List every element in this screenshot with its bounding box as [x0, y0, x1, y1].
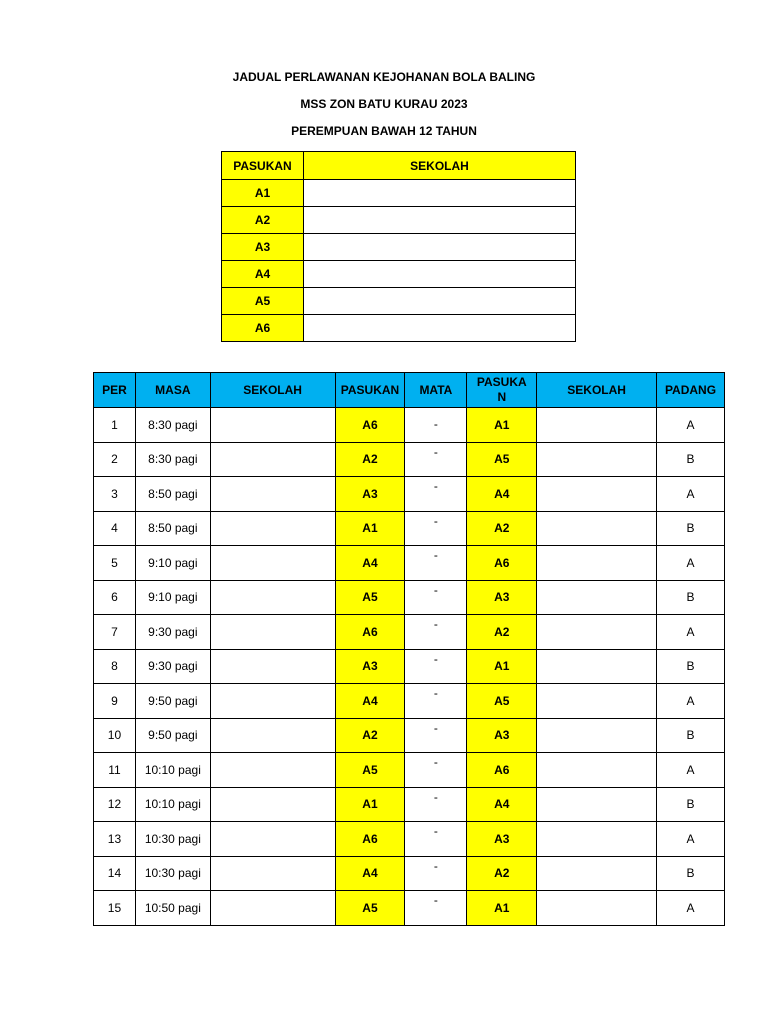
team-row	[222, 315, 576, 342]
match-school-2[interactable]	[537, 408, 657, 443]
match-header-sekolah-2: SEKOLAH	[537, 373, 657, 408]
match-team-2: A1	[467, 408, 537, 443]
match-team-2: A4	[467, 787, 537, 822]
match-score-cell[interactable]	[405, 442, 467, 477]
match-score: -	[433, 789, 438, 804]
match-score: -	[433, 651, 438, 666]
match-team-2: A5	[467, 684, 537, 719]
match-team-1: A4	[335, 684, 405, 719]
team-code: A6	[222, 315, 304, 342]
match-team-1: A1	[335, 787, 405, 822]
match-row	[94, 753, 725, 788]
match-padang: A	[657, 408, 725, 443]
match-row	[94, 891, 725, 926]
match-padang: A	[657, 753, 725, 788]
match-school-1[interactable]	[210, 442, 335, 477]
team-header-sekolah: SEKOLAH	[304, 152, 576, 180]
match-team-1: A2	[335, 442, 405, 477]
match-team-1: A4	[335, 546, 405, 581]
team-code: A3	[222, 234, 304, 261]
match-padang: B	[657, 856, 725, 891]
match-score-cell[interactable]	[405, 408, 467, 443]
match-team-2: A3	[467, 718, 537, 753]
match-per: 3	[94, 477, 136, 512]
match-school-2[interactable]	[537, 580, 657, 615]
match-school-1[interactable]	[210, 753, 335, 788]
team-code: A4	[222, 261, 304, 288]
match-score: -	[433, 444, 438, 459]
match-masa: 8:50 pagi	[135, 477, 210, 512]
match-header-pasukan-1: PASUKAN	[335, 373, 405, 408]
match-padang: B	[657, 511, 725, 546]
match-score-cell[interactable]	[405, 615, 467, 650]
match-header-pasukan-2	[467, 373, 537, 408]
match-school-1[interactable]	[210, 822, 335, 857]
match-row	[94, 615, 725, 650]
match-team-2: A2	[467, 511, 537, 546]
match-team-2: A6	[467, 753, 537, 788]
match-team-2: A6	[467, 546, 537, 581]
team-school[interactable]	[304, 207, 576, 234]
match-score-cell[interactable]	[405, 822, 467, 857]
match-score: -	[433, 824, 438, 838]
match-row	[94, 649, 725, 684]
match-school-1[interactable]	[210, 546, 335, 581]
match-school-1[interactable]	[210, 615, 335, 650]
document-category: PEREMPUAN BAWAH 12 TAHUN	[291, 124, 477, 138]
match-school-2[interactable]	[537, 787, 657, 822]
team-header-pasukan: PASUKAN	[222, 152, 304, 180]
match-score-cell[interactable]	[405, 511, 467, 546]
match-masa: 8:50 pagi	[135, 511, 210, 546]
match-per: 14	[94, 856, 136, 891]
team-code: A1	[222, 180, 304, 207]
team-school[interactable]	[304, 288, 576, 315]
match-school-1[interactable]	[210, 477, 335, 512]
match-padang: A	[657, 615, 725, 650]
match-school-2[interactable]	[537, 822, 657, 857]
team-table	[221, 151, 576, 342]
match-school-1[interactable]	[210, 856, 335, 891]
match-per: 1	[94, 408, 136, 443]
match-team-1: A5	[335, 580, 405, 615]
match-team-2: A3	[467, 822, 537, 857]
match-team-2: A2	[467, 856, 537, 891]
document-title: JADUAL PERLAWANAN KEJOHANAN BOLA BALING	[232, 70, 536, 84]
match-row	[94, 546, 725, 581]
match-row	[94, 408, 725, 443]
match-score-cell[interactable]	[405, 649, 467, 684]
match-school-2[interactable]	[537, 511, 657, 546]
match-masa: 10:30 pagi	[135, 822, 210, 857]
match-padang: A	[657, 684, 725, 719]
match-school-1[interactable]	[210, 684, 335, 719]
team-row	[222, 261, 576, 288]
match-school-2[interactable]	[537, 649, 657, 684]
match-team-1: A2	[335, 718, 405, 753]
match-padang: A	[657, 891, 725, 926]
match-masa: 9:10 pagi	[135, 546, 210, 581]
match-padang: B	[657, 580, 725, 615]
match-masa: 9:10 pagi	[135, 580, 210, 615]
match-score: -	[433, 858, 438, 873]
match-score-cell[interactable]	[405, 891, 467, 926]
match-score: -	[433, 893, 438, 907]
match-score: -	[433, 755, 438, 769]
match-score-cell[interactable]	[405, 477, 467, 512]
match-team-2: A2	[467, 615, 537, 650]
match-header-padang: PADANG	[657, 373, 725, 408]
match-per: 8	[94, 649, 136, 684]
team-row	[222, 207, 576, 234]
match-masa: 10:50 pagi	[135, 891, 210, 926]
team-school[interactable]	[304, 180, 576, 207]
match-school-2[interactable]	[537, 856, 657, 891]
match-school-2[interactable]	[537, 477, 657, 512]
match-row	[94, 787, 725, 822]
match-score: -	[433, 417, 438, 431]
match-row	[94, 822, 725, 857]
match-score-cell[interactable]	[405, 787, 467, 822]
match-school-1[interactable]	[210, 408, 335, 443]
match-school-2[interactable]	[537, 546, 657, 581]
match-score-cell[interactable]	[405, 856, 467, 891]
match-row	[94, 684, 725, 719]
match-team-2: A5	[467, 442, 537, 477]
match-padang: B	[657, 649, 725, 684]
match-masa: 10:10 pagi	[135, 787, 210, 822]
match-per: 12	[94, 787, 136, 822]
match-padang: A	[657, 822, 725, 857]
match-score: -	[433, 720, 438, 735]
match-header-masa: MASA	[135, 373, 210, 408]
match-school-1[interactable]	[210, 511, 335, 546]
match-team-1: A6	[335, 615, 405, 650]
match-row	[94, 442, 725, 477]
match-header-pasukan-2-line1: PASUKA	[476, 375, 527, 389]
match-score: -	[433, 686, 438, 700]
match-masa: 9:50 pagi	[135, 684, 210, 719]
team-code: A2	[222, 207, 304, 234]
match-row	[94, 511, 725, 546]
match-team-1: A4	[335, 856, 405, 891]
match-row	[94, 718, 725, 753]
match-team-1: A6	[335, 822, 405, 857]
match-score-cell[interactable]	[405, 718, 467, 753]
match-school-2[interactable]	[537, 718, 657, 753]
document-subtitle: MSS ZON BATU KURAU 2023	[300, 97, 468, 111]
team-row	[222, 234, 576, 261]
match-score-cell[interactable]	[405, 684, 467, 719]
team-row	[222, 180, 576, 207]
match-header-mata: MATA	[405, 373, 467, 408]
match-score-cell[interactable]	[405, 546, 467, 581]
match-row	[94, 477, 725, 512]
match-masa: 10:10 pagi	[135, 753, 210, 788]
match-per: 2	[94, 442, 136, 477]
match-header-pasukan-2-line2: N	[497, 390, 507, 404]
match-per: 15	[94, 891, 136, 926]
match-padang: A	[657, 546, 725, 581]
match-score: -	[433, 548, 438, 562]
match-school-2[interactable]	[537, 684, 657, 719]
match-team-1: A3	[335, 477, 405, 512]
team-school[interactable]	[304, 234, 576, 261]
match-padang: B	[657, 718, 725, 753]
match-team-1: A3	[335, 649, 405, 684]
team-table-body	[222, 180, 576, 342]
team-table-header-row	[222, 152, 576, 180]
team-school[interactable]	[304, 261, 576, 288]
match-team-2: A3	[467, 580, 537, 615]
match-school-1[interactable]	[210, 787, 335, 822]
match-school-1[interactable]	[210, 649, 335, 684]
match-row	[94, 856, 725, 891]
match-masa: 8:30 pagi	[135, 442, 210, 477]
match-team-1: A6	[335, 408, 405, 443]
match-score: -	[433, 617, 438, 631]
match-header-per: PER	[94, 373, 136, 408]
match-score: -	[433, 513, 438, 528]
match-per: 4	[94, 511, 136, 546]
match-table-body	[94, 408, 725, 926]
match-per: 11	[94, 753, 136, 788]
match-masa: 8:30 pagi	[135, 408, 210, 443]
match-school-2[interactable]	[537, 753, 657, 788]
match-padang: B	[657, 442, 725, 477]
match-score: -	[433, 582, 438, 597]
match-padang: B	[657, 787, 725, 822]
match-schedule-table	[93, 372, 725, 926]
match-score-cell[interactable]	[405, 753, 467, 788]
match-masa: 10:30 pagi	[135, 856, 210, 891]
match-score-cell[interactable]	[405, 580, 467, 615]
match-masa: 9:30 pagi	[135, 649, 210, 684]
match-masa: 9:30 pagi	[135, 615, 210, 650]
match-padang: A	[657, 477, 725, 512]
match-team-1: A5	[335, 753, 405, 788]
match-table-header-row	[94, 373, 725, 408]
match-score: -	[433, 479, 438, 493]
match-per: 6	[94, 580, 136, 615]
match-masa: 9:50 pagi	[135, 718, 210, 753]
match-school-2[interactable]	[537, 891, 657, 926]
match-team-1: A1	[335, 511, 405, 546]
match-school-1[interactable]	[210, 580, 335, 615]
match-school-1[interactable]	[210, 718, 335, 753]
match-team-1: A5	[335, 891, 405, 926]
match-row	[94, 580, 725, 615]
match-school-2[interactable]	[537, 615, 657, 650]
team-school[interactable]	[304, 315, 576, 342]
match-team-2: A1	[467, 891, 537, 926]
match-school-2[interactable]	[537, 442, 657, 477]
match-per: 9	[94, 684, 136, 719]
match-per: 10	[94, 718, 136, 753]
team-code: A5	[222, 288, 304, 315]
match-per: 5	[94, 546, 136, 581]
match-team-2: A1	[467, 649, 537, 684]
match-per: 13	[94, 822, 136, 857]
match-team-2: A4	[467, 477, 537, 512]
team-row	[222, 288, 576, 315]
match-school-1[interactable]	[210, 891, 335, 926]
match-per: 7	[94, 615, 136, 650]
match-header-sekolah-1: SEKOLAH	[210, 373, 335, 408]
